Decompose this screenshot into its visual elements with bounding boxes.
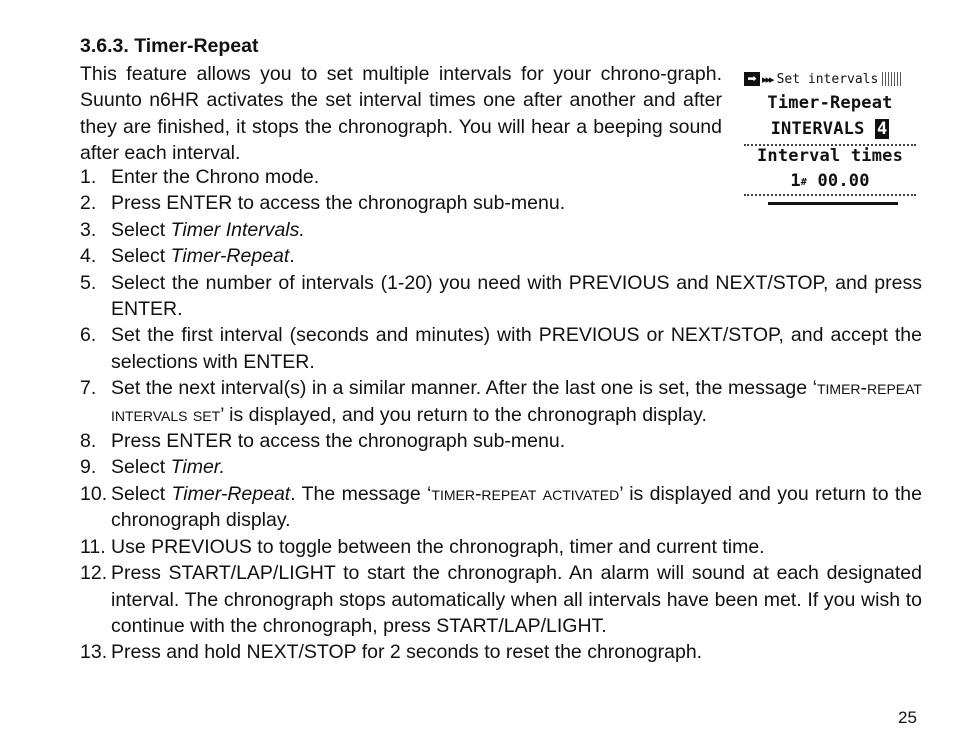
- step-number: 13.: [80, 641, 108, 664]
- intro-text-2: activates the set interval times one after another and after they are finished, it stops the chronograph. You will hear a beeping sound after each interval.: [80, 89, 722, 165]
- step-number: 3.: [80, 218, 97, 241]
- list-item: 5. Select the number of intervals (1-20) you need with PREVIOUS and NEXT/STOP, and press ENTER.: [80, 271, 922, 321]
- model-suffix: HR: [170, 89, 200, 112]
- display-intervals-row: [742, 119, 918, 139]
- message-text: timer-repeat activated: [431, 482, 620, 505]
- list-item: 13. Press and hold NEXT/STOP for 2 seconds to reset the chronograph.: [80, 639, 922, 665]
- display-intervals-label: INTERVALS: [770, 119, 865, 139]
- list-item: 11. Use PREVIOUS to toggle between the chronograph, timer and current time.: [80, 534, 922, 560]
- display-menu-label: Set intervals: [776, 71, 879, 87]
- list-item: 9. Select Timer.: [80, 454, 922, 480]
- display-time-value: 00.00: [817, 171, 870, 191]
- step-number: 12.: [80, 562, 108, 585]
- list-item: 1. Enter the Chrono mode.: [80, 164, 922, 190]
- step-number: 11.: [80, 535, 106, 558]
- display-times-label: Interval times: [756, 146, 904, 166]
- display-index: 1: [790, 171, 801, 191]
- arrow-right-icon: ➡: [744, 72, 760, 86]
- battery-icon: [882, 72, 902, 86]
- step-number: 2.: [80, 192, 97, 215]
- display-title: Timer-Repeat: [767, 93, 893, 113]
- step-number: 9.: [80, 456, 97, 479]
- intro-paragraph: [80, 61, 722, 167]
- list-item: 8. Press ENTER to access the chronograph sub-menu.: [80, 428, 922, 454]
- section-heading: 3.6.3. Timer-Repeat: [80, 35, 259, 57]
- step-number: 1.: [80, 166, 97, 188]
- step-number: 7.: [80, 377, 97, 400]
- step-number: 8.: [80, 430, 97, 453]
- page-number: 25: [898, 708, 917, 727]
- display-menu-row: [744, 70, 902, 88]
- list-item: 6. Set the first interval (seconds and minutes) with PREVIOUS or NEXT/STOP, and accept the selections with ENTER.: [80, 324, 922, 373]
- step-number: 10.: [80, 482, 108, 505]
- list-item: 4. Select Timer-Repeat.: [80, 243, 922, 269]
- list-item: 2. Press ENTER to access the chronograph sub-menu.: [80, 190, 922, 216]
- step-number: 5.: [80, 271, 97, 294]
- display-index-mark: #: [800, 177, 808, 188]
- display-intervals-value: 4: [876, 119, 888, 139]
- list-item: 3. Select Timer Intervals.: [80, 217, 922, 243]
- list-item: 7. Set the next interval(s) in a similar manner. After the last one is set, the message ‘timer-repeat intervals set’ is displayed, and you return to the chronograph display.: [80, 377, 922, 426]
- list-item: 12. Press START/LAP/LIGHT to start the chronograph. An alarm will sound at each designated interval. The chronograph stops automatically when all intervals have been met. If you wish to continue with the chronograph, press START/LAP/LIGHT.: [80, 562, 922, 637]
- step-number: 6.: [80, 324, 97, 347]
- message-text: timer-repeat intervals set: [111, 377, 922, 426]
- step-number: 4.: [80, 245, 97, 268]
- fast-forward-icon: ▸▸▸: [762, 72, 773, 86]
- intro-text-1: This feature allows you to set multiple intervals for your chrono-graph. Suunto n6: [80, 63, 722, 112]
- list-item: 10. Select Timer-Repeat. The message ‘timer-repeat activated’ is displayed and you return to the chronograph display.: [80, 482, 922, 532]
- steps-list: [80, 164, 922, 666]
